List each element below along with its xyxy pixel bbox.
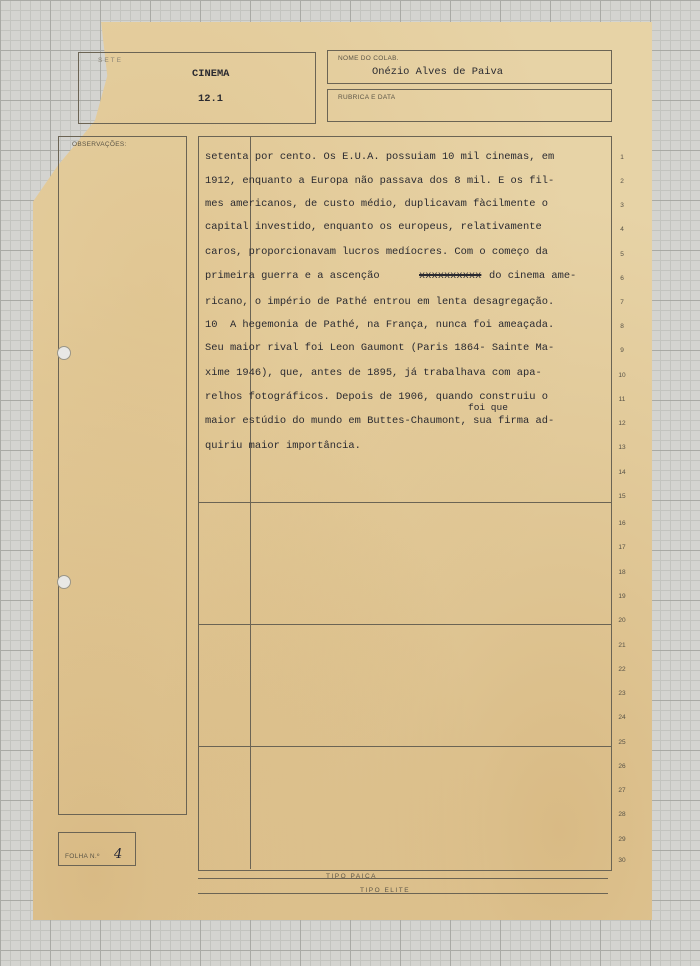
text-line-6a: primeira guerra e a ascenção <box>205 270 380 282</box>
author-label: NOME DO COLAB. <box>338 55 399 62</box>
interlinear-insert: foi que <box>468 402 508 413</box>
line-number: 19 <box>618 593 626 600</box>
text-line-5: caros, proporcionavam lucros medíocres. Com o começo da <box>205 246 548 258</box>
line-number: 8 <box>620 323 624 330</box>
line-number: 15 <box>618 493 626 500</box>
line-number: 14 <box>618 469 626 476</box>
line-number: 10 <box>618 372 626 379</box>
tipo-paica-label: TIPO PAICA <box>326 873 377 880</box>
folha-number: 4 <box>114 847 123 862</box>
section-top-label: SETE <box>98 57 123 64</box>
line-number: 6 <box>620 275 624 282</box>
line-number: 11 <box>618 396 626 403</box>
tipo-elite-label: TIPO ELITE <box>360 887 411 894</box>
text-line-8: 10 A hegemonia de Pathé, na França, nunca foi ameaçada. <box>205 319 555 331</box>
section-rule-2 <box>198 624 612 625</box>
section-rule-3 <box>198 746 612 747</box>
text-line-2: 1912, enquanto a Europa não passava dos 8 mil. E os fil- <box>205 175 555 187</box>
section-title: CINEMA <box>192 68 230 80</box>
text-line-10: xime 1946), que, antes de 1895, já trabalhava com apa- <box>205 367 542 379</box>
text-line-4: capital investido, enquanto os europeus, relativamente <box>205 221 542 233</box>
section-number: 12.1 <box>198 93 223 105</box>
text-line-1: setenta por cento. Os E.U.A. possuiam 10 mil cinemas, em <box>205 151 555 163</box>
line-number: 27 <box>618 787 626 794</box>
text-line-13: quiriu maior importância. <box>205 440 361 452</box>
line-number: 3 <box>620 202 624 209</box>
line-number: 22 <box>618 666 626 673</box>
observations-box <box>58 136 187 815</box>
line-number: 17 <box>618 544 626 551</box>
line-number: 25 <box>618 739 626 746</box>
line-number: 30 <box>618 857 626 864</box>
text-line-7: ricano, o império de Pathé entrou em lenta desagregação. <box>205 296 555 308</box>
struck-out-word: xxxxxxxxxx <box>419 270 482 282</box>
line-number: 7 <box>620 299 624 306</box>
rubric-label: RUBRICA E DATA <box>338 94 396 101</box>
line-number: 28 <box>618 811 626 818</box>
text-line-11: relhos fotográficos. Depois de 1906, quando construiu o <box>205 391 548 403</box>
punch-hole-top <box>57 346 71 360</box>
line-number: 20 <box>618 617 626 624</box>
text-line-6b: do cinema ame- <box>489 270 577 282</box>
line-number: 26 <box>618 763 626 770</box>
line-number: 29 <box>618 836 626 843</box>
line-number: 12 <box>618 420 626 427</box>
line-number: 1 <box>620 154 624 161</box>
line-number: 4 <box>620 226 624 233</box>
line-number: 21 <box>618 642 626 649</box>
line-number: 13 <box>618 444 626 451</box>
punch-hole-bottom <box>57 575 71 589</box>
line-number: 18 <box>618 569 626 576</box>
line-number: 24 <box>618 714 626 721</box>
observations-label: OBSERVAÇÕES: <box>72 141 127 148</box>
line-number: 5 <box>620 251 624 258</box>
text-line-12: maior estúdio do mundo em Buttes-Chaumont, sua firma ad- <box>205 415 555 427</box>
section-rule-1 <box>198 502 612 503</box>
line-number: 16 <box>618 520 626 527</box>
folha-label: FOLHA N.º <box>65 853 100 860</box>
line-number: 23 <box>618 690 626 697</box>
line-number: 9 <box>620 347 624 354</box>
folha-box <box>58 832 136 866</box>
text-line-9: Seu maior rival foi Leon Gaumont (Paris 1864- Sainte Ma- <box>205 342 555 354</box>
text-line-3: mes americanos, de custo médio, duplicavam fàcilmente o <box>205 198 548 210</box>
line-number: 2 <box>620 178 624 185</box>
author-name: Onézio Alves de Paiva <box>372 66 503 78</box>
footer-rule-1 <box>198 878 608 879</box>
